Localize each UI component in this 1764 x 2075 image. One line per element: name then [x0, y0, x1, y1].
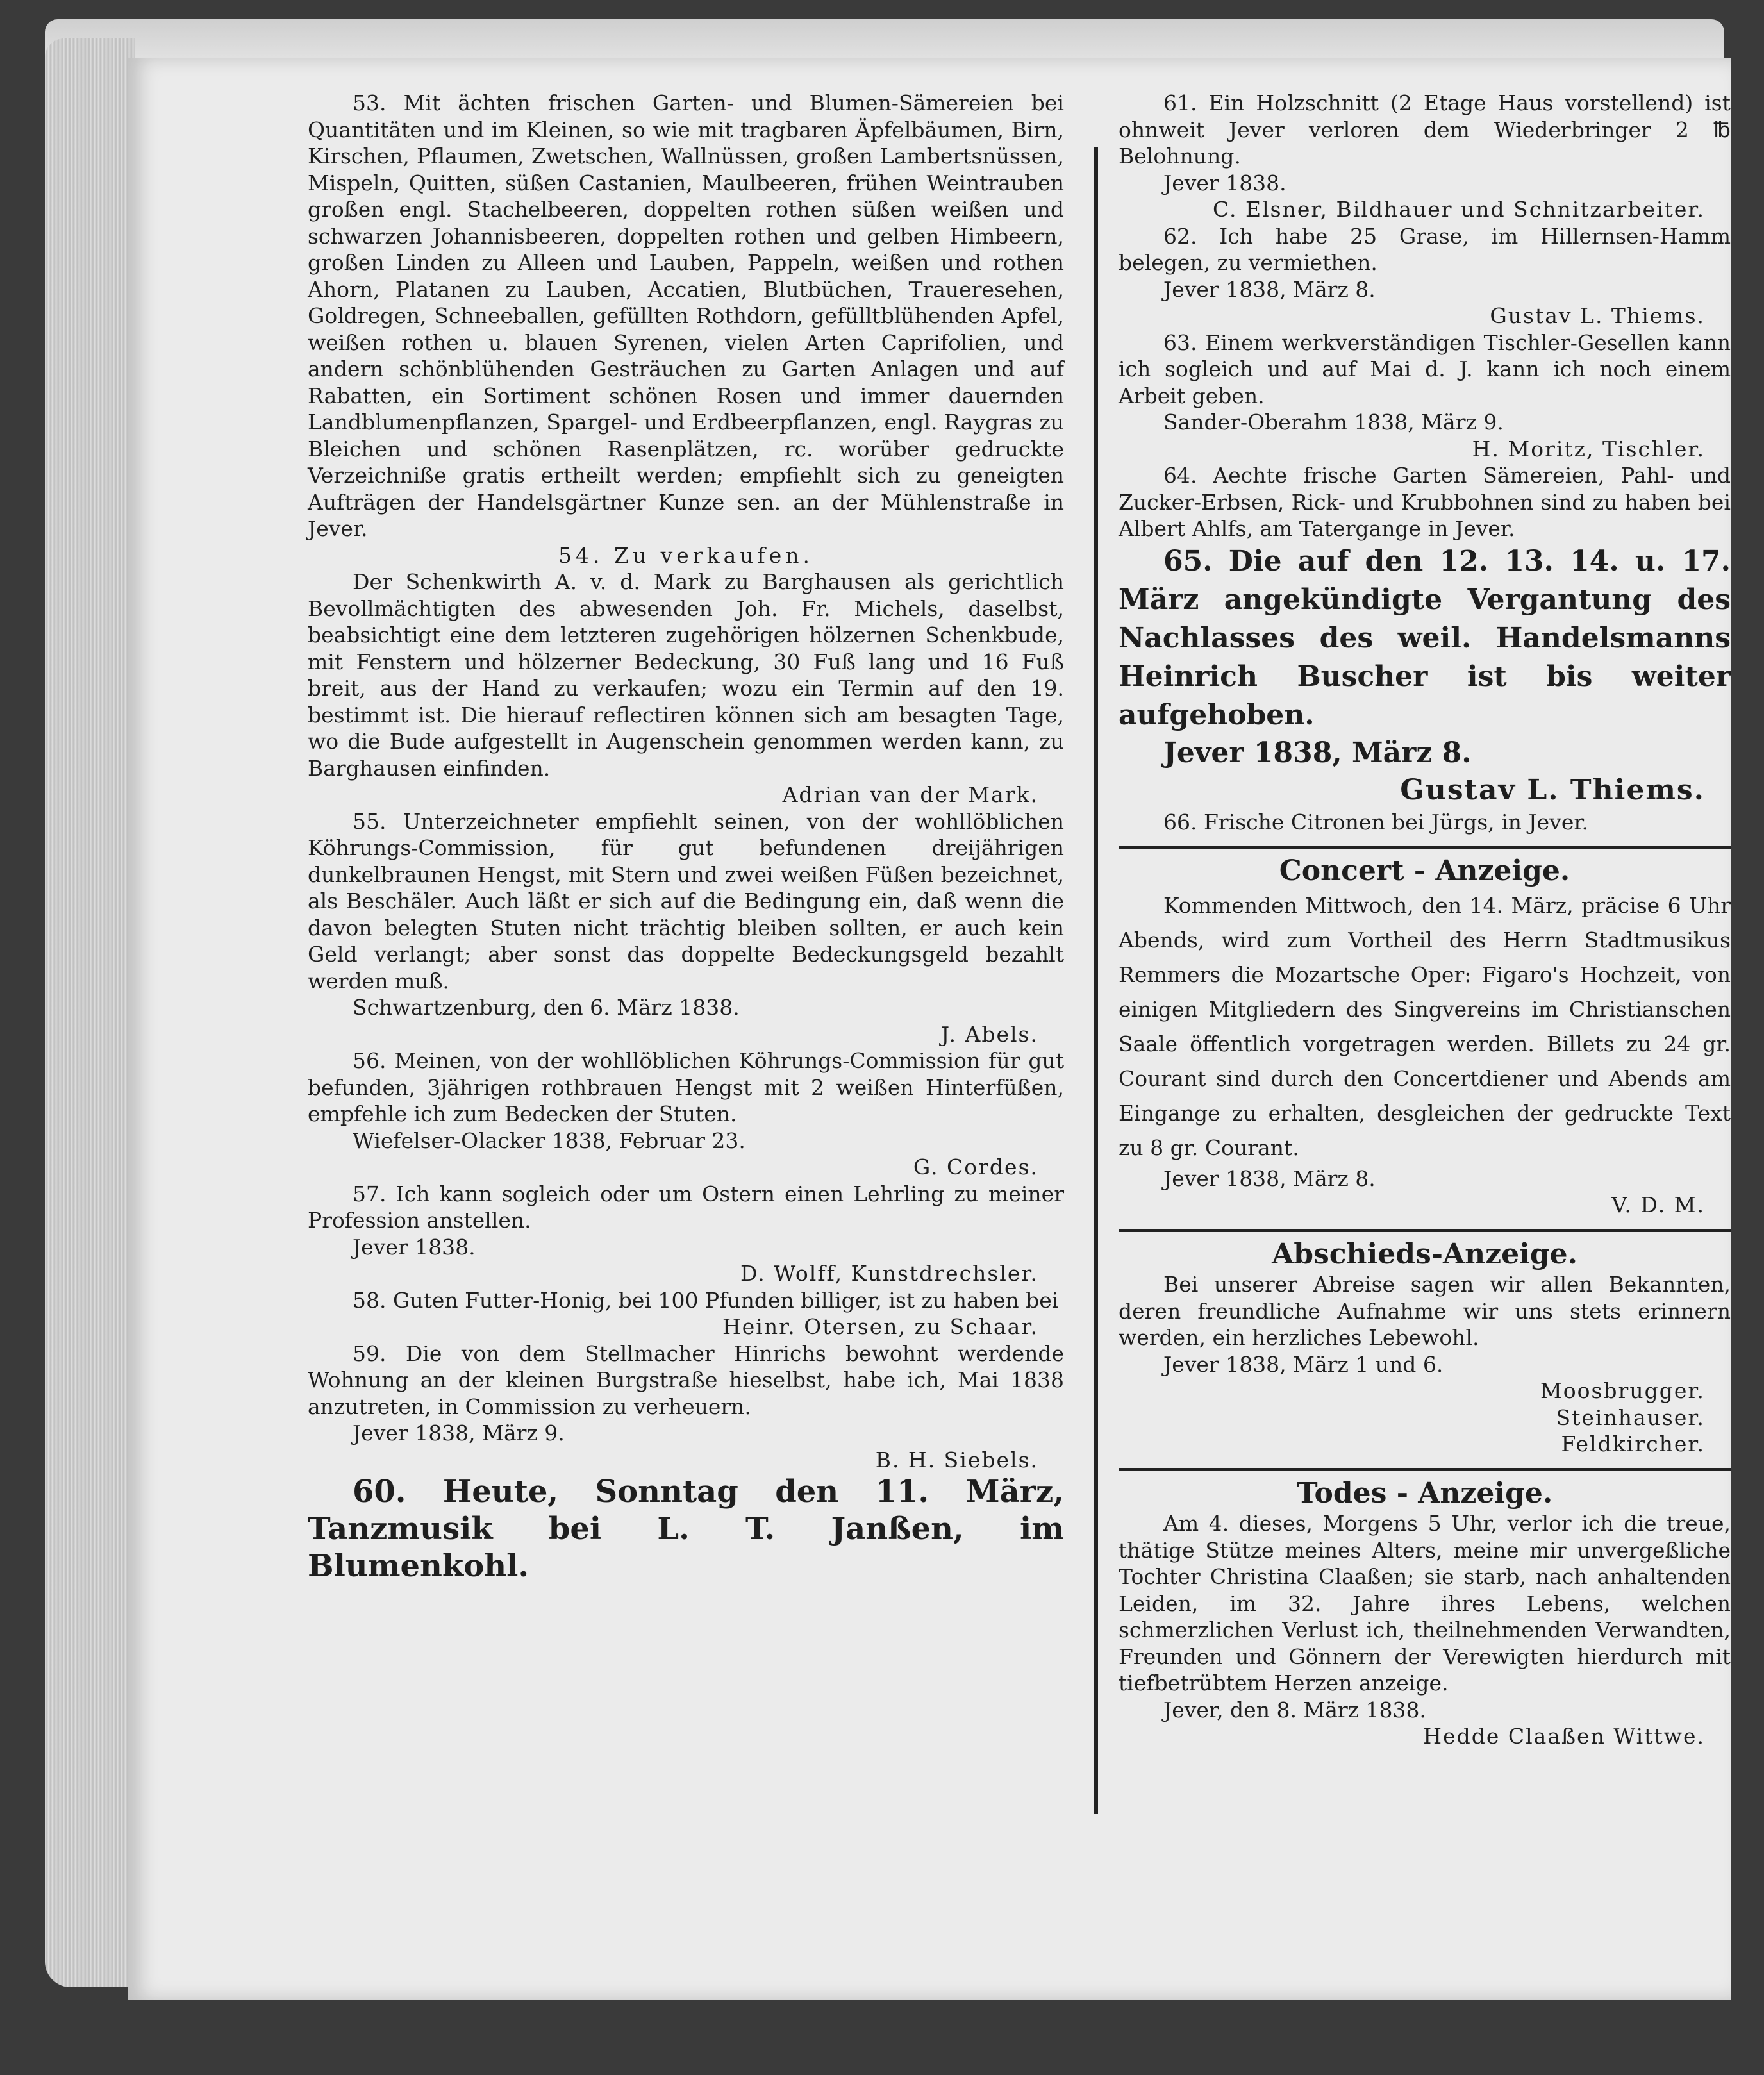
notice-56-date: Wiefelser-Olacker 1838, Februar 23. — [353, 1128, 745, 1153]
farewell-signature-2: Steinhauser. — [1556, 1404, 1705, 1430]
notice-63: 63. Einem werkverständigen Tischler-Gesellen kann ich sogleich und auf Mai d. J. kann ich noch einem Arbeit geben. — [1119, 329, 1731, 408]
notice-65-signature: Gustav L. Thiems. — [1400, 773, 1705, 806]
farewell-notice: Bei unserer Abreise sagen wir allen Bekannten, deren freundliche Aufnahme wir uns stets erinnern werden, ein herzliches Lebewohl. — [1119, 1272, 1731, 1350]
farewell-date: Jever 1838, März 1 und 6. — [1163, 1351, 1444, 1377]
section-divider — [1119, 1229, 1731, 1232]
notice-55: 55. Unterzeichneter empfiehlt seinen, von der wohllöblichen Köhrungs-Commission, für gut befundenen dreijährigen dunkelbraunen Hengst, mit Stern und zwei weißen Füßen bezeichnet, als Beschäler. Auch läßt er sich auf die Bedingung ein, daß wenn die davon belegten Stuten nicht trächtig bleiben sollten, er auch kein Geld verlangt; aber sonst das doppelte Bedeckungsgeld bezahlt werden muß. — [308, 808, 1064, 994]
notice-59: 59. Die von dem Stellmacher Hinrichs bewohnt werdende Wohnung an der kleinen Burgstraße hieselbst, habe ich, Mai 1838 anzutreten, in Commission zu verheuern. — [308, 1340, 1064, 1419]
section-divider — [1119, 846, 1731, 849]
notice-62: 62. Ich habe 25 Grase, im Hillernsen-Hamm belegen, zu vermiethen. — [1119, 223, 1731, 275]
notice-57-date: Jever 1838. — [353, 1234, 476, 1260]
concert-signature: V. D. M. — [1611, 1192, 1705, 1217]
farewell-signature-3: Feldkircher. — [1561, 1431, 1705, 1456]
death-signature: Hedde Claaßen Wittwe. — [1423, 1724, 1705, 1749]
page-stack-edge — [45, 38, 135, 1987]
notice-60: 60. Heute, Sonntag den 11. März, Tanzmusik bei L. T. Janßen, im Blumenkohl. — [308, 1474, 1064, 1584]
notice-53: 53. Mit ächten frischen Garten- und Blumen-Sämereien bei Quantitäten und im Kleinen, so wie mit tragbaren Äpfelbäumen, Birn, Kirschen, Pflaumen, Zwetschen, Wallnüssen, großen Lambertsnüssen, Mispeln, Quitten, süßen Castanien, Maulbeeren, frühen Weintrauben großen engl. Stachelbeeren, doppelten rothen süßen weißen und schwarzen Johannisbeeren, doppelten rothen und gelben Himbeern, großen Linden zu Alleen und Lauben, Pappeln, weißen und rothen Ahorn, Platanen zu Lauben, Accatien, Blutbüchen, Traueresehen, Goldregen, Schneeballen, gefüllten Rothdorn, gefülltblühenden Apfel, weißen rothen u. blauen Syrenen, vielen Arten Caprifolien, und andern schönblühenden Gesträuchen zu Garten Anlagen und auf Rabatten, ein Sortiment schönen Rosen und immer dauernden Landblumenpflanzen, Spargel- und Erdbeerpflanzen, engl. Raygras zu Bleichen und schönen Rasenplätzen, rc. worüber gedruckte Verzeichniße gratis ertheilt werden; empfiehlt sich zu geneigten Aufträgen der Handelsgärtner Kunze sen. an der Mühlenstraße in Jever. — [308, 90, 1064, 541]
death-notice: Am 4. dieses, Morgens 5 Uhr, verlor ich die treue, thätige Stütze meines Alters, meine mir unvergeßliche Tochter Christina Claaßen; sie starb, nach anhaltenden Leiden, im 32. Jahre ihres Lebens, welchen schmerzlichen Verlust ich, theilnehmenden Verwandten, Freunden und Gönnern der Verewigten hierdurch mit tiefbetrübtem Herzen anzeige. — [1119, 1511, 1731, 1696]
notice-56: 56. Meinen, von der wohllöblichen Köhrungs-Commission für gut befunden, 3jährigen rothbrauen Hengst mit 2 weißen Hinterfüßen, empfehle ich zum Bedecken der Stuten. — [308, 1048, 1064, 1126]
notice-54-signature: Adrian van der Mark. — [782, 782, 1038, 807]
notice-62-date: Jever 1838, März 8. — [1163, 276, 1376, 302]
concert-heading: Concert - Anzeige. — [1279, 854, 1570, 887]
notice-55-date: Schwartzenburg, den 6. März 1838. — [353, 995, 740, 1020]
notice-55-signature: J. Abels. — [940, 1021, 1038, 1047]
notice-65-date: Jever 1838, März 8. — [1163, 736, 1472, 769]
notice-64: 64. Aechte frische Garten Sämereien, Pahl- und Zucker-Erbsen, Rick- und Krubbohnen sind zu haben bei Albert Ahlfs, am Tatergange in Jever. — [1119, 463, 1731, 541]
left-column — [308, 90, 1064, 1585]
notice-58: 58. Guten Futter-Honig, bei 100 Pfunden billiger, ist zu haben bei — [353, 1287, 1059, 1313]
notice-63-date: Sander-Oberahm 1838, März 9. — [1163, 410, 1504, 435]
notice-65: 65. Die auf den 12. 13. 14. u. 17. März angekündigte Vergantung des Nachlasses des weil. Handelsmanns Heinrich Buscher ist bis weiter aufgehoben. — [1119, 544, 1731, 731]
section-divider — [1119, 1468, 1731, 1471]
notice-54: Der Schenkwirth A. v. d. Mark zu Barghausen als gerichtlich Bevollmächtigten des abwesenden Joh. Fr. Michels, daselbst, beabsichtigt eine dem letzteren zugehörigen hölzernen Schenkbude, mit Fenstern und hölzerner Bedeckung, 30 Fuß lang und 16 Fuß breit, aus der Hand zu verkaufen; wozu ein Termin auf den 19. bestimmt ist. Die hierauf reflectiren können sich am besagten Tage, wo die Bude aufgestellt in Augenschein genommen werden kann, zu Barghausen einfinden. — [308, 569, 1064, 781]
notice-62-signature: Gustav L. Thiems. — [1490, 303, 1705, 328]
notice-59-signature: B. H. Siebels. — [875, 1447, 1038, 1472]
notice-56-signature: G. Cordes. — [913, 1154, 1038, 1179]
farewell-signature-1: Moosbrugger. — [1540, 1378, 1705, 1403]
notice-66: 66. Frische Citronen bei Jürgs, in Jever. — [1163, 809, 1588, 835]
notice-57: 57. Ich kann sogleich oder um Ostern einen Lehrling zu meiner Profession anstellen. — [308, 1181, 1064, 1233]
notice-58-signature: Heinr. Otersen, zu Schaar. — [722, 1314, 1038, 1339]
notice-54-heading: 54. Zu verkaufen. — [558, 542, 813, 568]
farewell-heading: Abschieds-Anzeige. — [1272, 1237, 1577, 1271]
death-heading: Todes - Anzeige. — [1296, 1476, 1553, 1510]
concert-notice: Kommenden Mittwoch, den 14. März, präcise 6 Uhr Abends, wird zum Vortheil des Herrn Stadtmusikus Remmers die Mozartsche Oper: Figaro's Hochzeit, von einigen Mitgliedern des Singvereins im Christianschen Saale öffentlich vorgetragen werden. Billets zu 24 gr. Courant sind durch den Concertdiener und Abends am Eingange zu erhalten, desgleichen der gedruckte Text zu 8 gr. Courant. — [1119, 892, 1731, 1160]
notice-61-signature: C. Elsner, Bildhauer und Schnitzarbeiter. — [1212, 197, 1705, 222]
column-divider — [1094, 147, 1098, 1814]
notice-61-date: Jever 1838. — [1163, 170, 1286, 196]
death-date: Jever, den 8. März 1838. — [1163, 1697, 1427, 1722]
notice-61: 61. Ein Holzschnitt (2 Etage Haus vorstellend) ist ohnweit Jever verloren dem Wiederbringer 2 ℔ Belohnung. — [1119, 90, 1731, 169]
notice-57-signature: D. Wolff, Kunstdrechsler. — [740, 1261, 1038, 1286]
right-column — [1119, 90, 1731, 1750]
notice-59-date: Jever 1838, März 9. — [353, 1421, 565, 1446]
concert-date: Jever 1838, März 8. — [1163, 1165, 1376, 1191]
notice-63-signature: H. Moritz, Tischler. — [1472, 436, 1705, 462]
